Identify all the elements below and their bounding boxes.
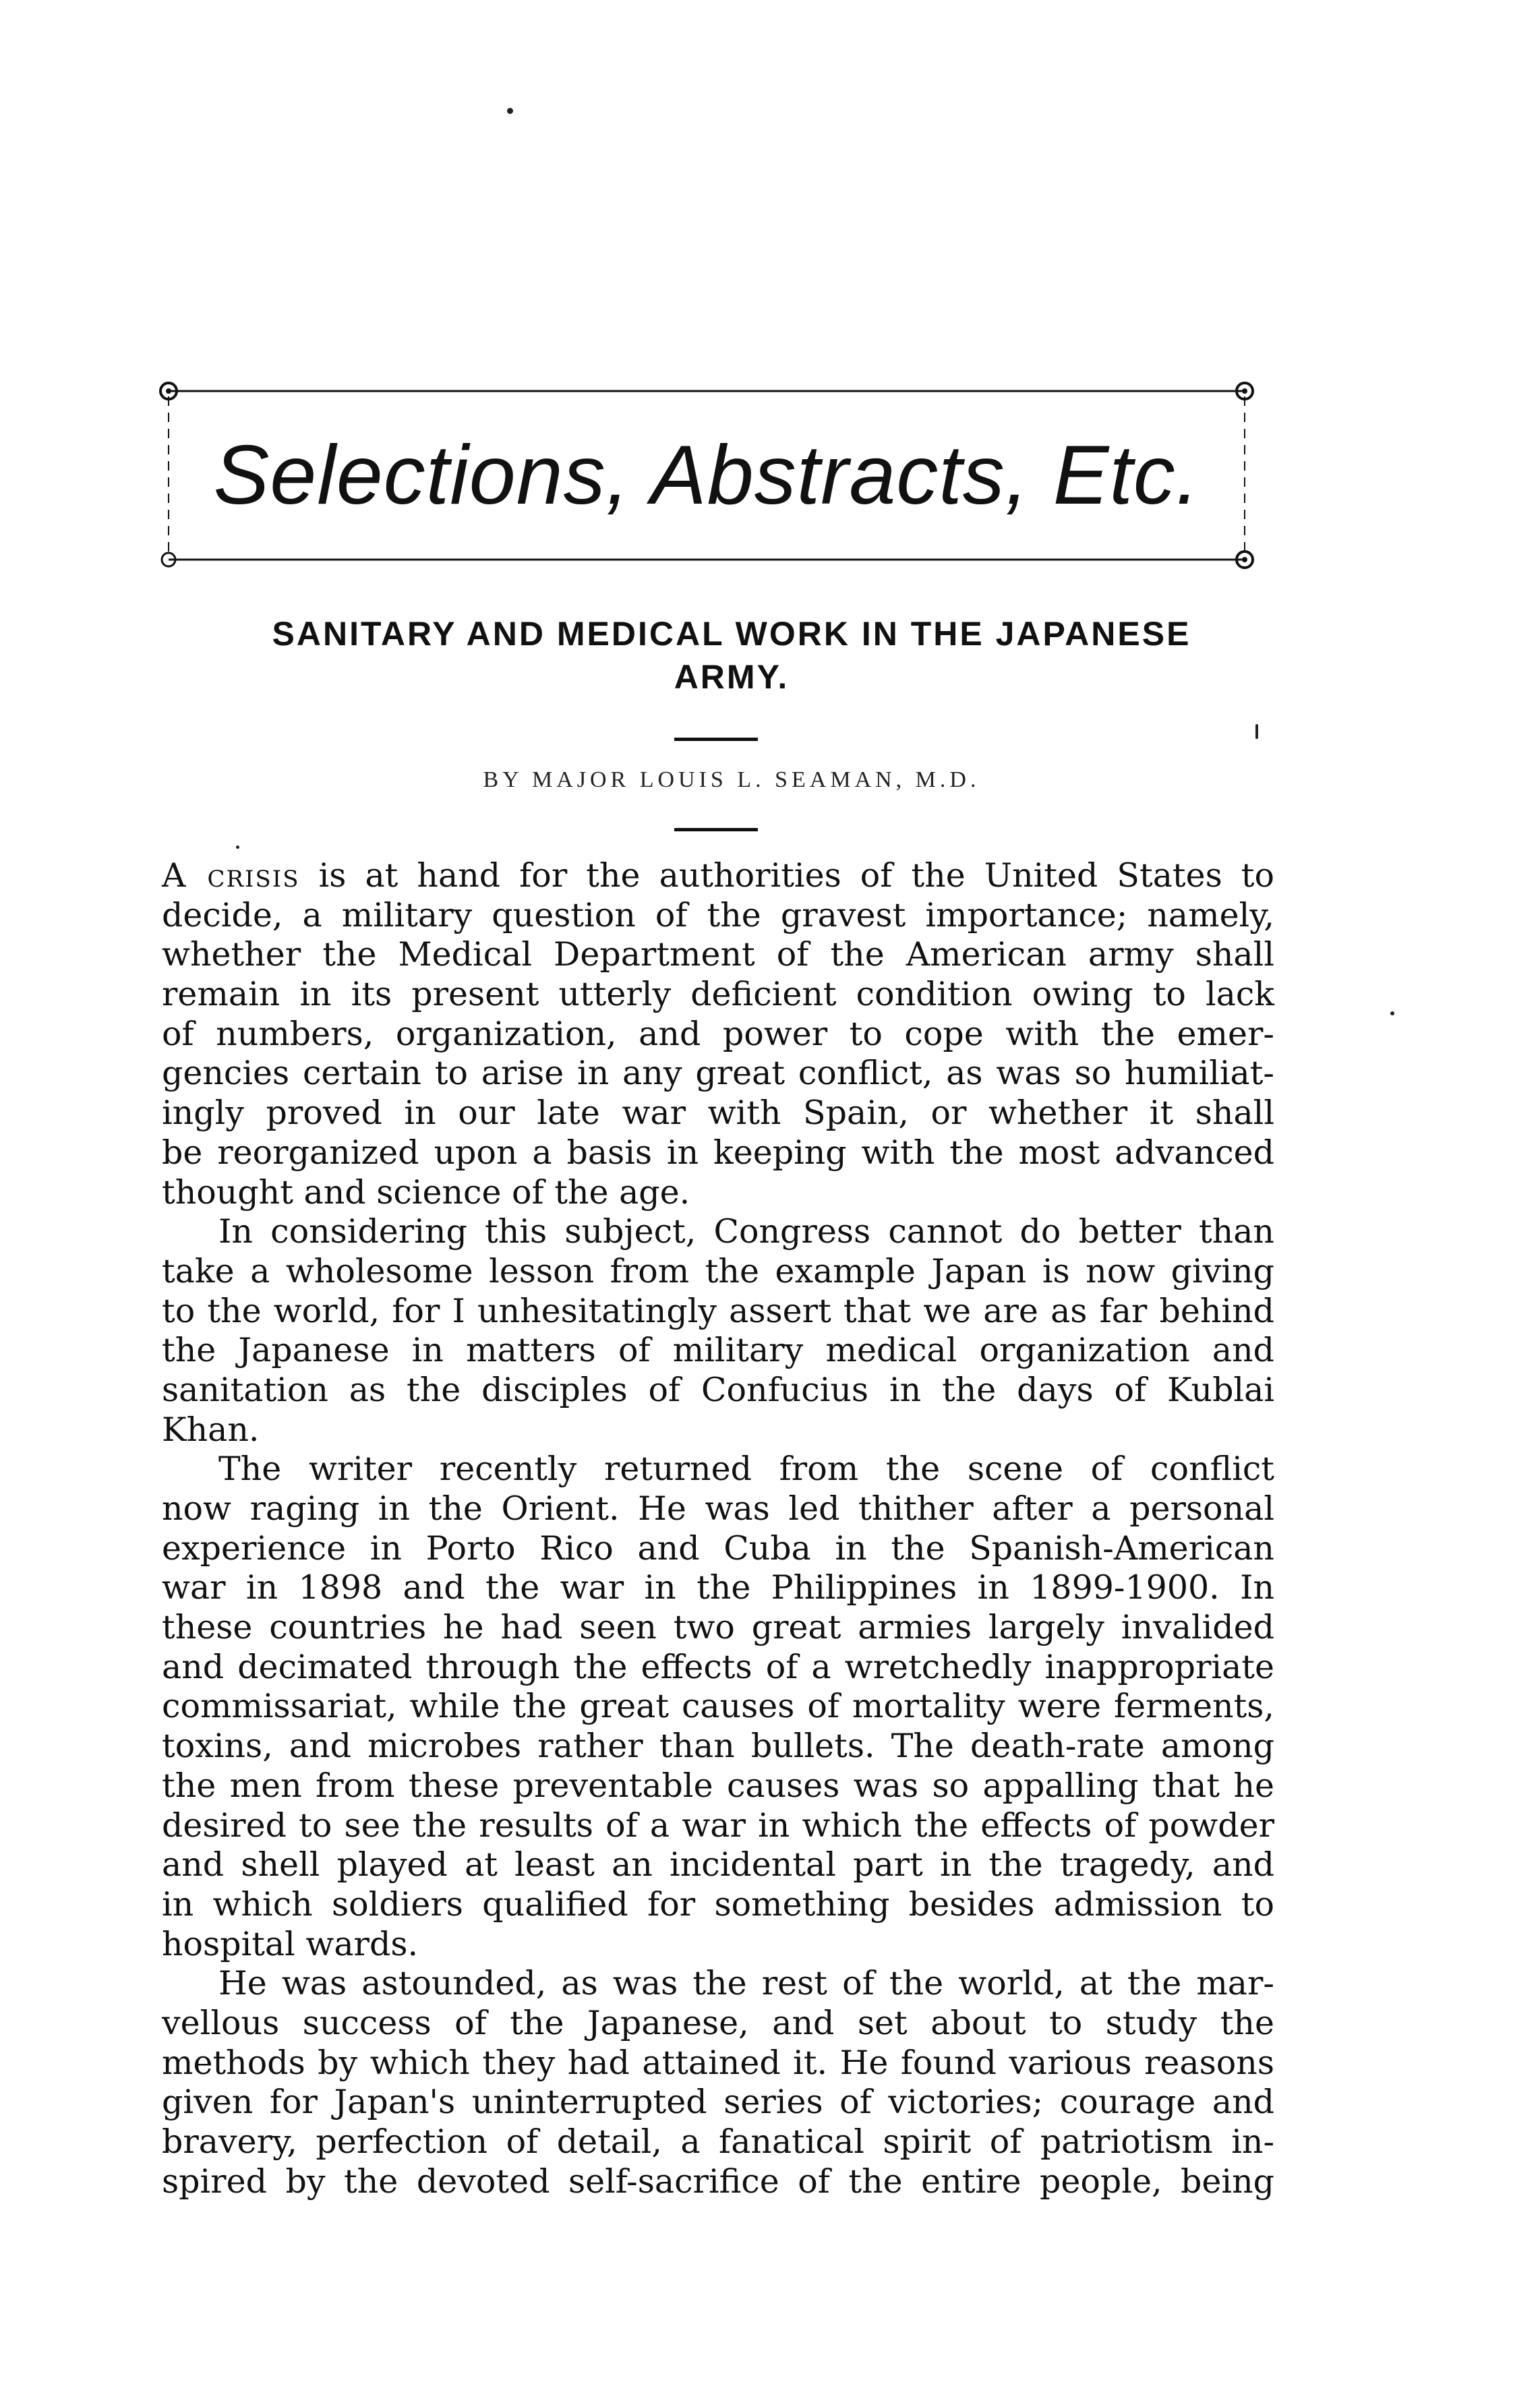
text-line: experience in Porto Rico and Cuba in the Spanish-American	[162, 1528, 1274, 1568]
text-line: methods by which they had attained it. He found various reasons	[162, 2043, 1274, 2082]
text-line: the men from these preventable causes was so appalling that he	[162, 1766, 1274, 1805]
text-line: In considering this subject, Congress cannot do better than	[218, 1212, 1274, 1251]
article-title	[169, 612, 1295, 699]
scan-speck	[1255, 724, 1258, 739]
article-byline: BY MAJOR LOUIS L. SEAMAN, M.D.	[483, 767, 980, 792]
text-line: to the world, for I unhesitatingly assert that we are as far behind	[162, 1291, 1274, 1330]
text-line: bravery, perfection of detail, a fanatical spirit of patriotism in-	[162, 2122, 1274, 2161]
text-line: The writer recently returned from the scene of conflict	[218, 1450, 1274, 1489]
text-line: take a wholesome lesson from the example Japan is now giving	[162, 1251, 1274, 1290]
scan-speck	[236, 845, 239, 849]
text-line: spired by the devoted self-sacrifice of the entire people, being	[162, 2162, 1274, 2201]
text-line: gencies certain to arise in any great conflict, as was so humiliat-	[162, 1054, 1274, 1093]
text-line: remain in its present utterly deficient condition owing to lack	[162, 975, 1274, 1014]
text-line: now raging in the Orient. He was led thither after a personal	[162, 1489, 1274, 1528]
text-line: and shell played at least an incidental part in the tragedy, and	[162, 1845, 1274, 1884]
byline-divider	[674, 828, 758, 831]
text-line: the Japanese in matters of military medical organization and	[162, 1331, 1274, 1370]
text-line: Khan.	[162, 1410, 260, 1449]
text-line: sanitation as the disciples of Confucius in the days of Kublai	[162, 1370, 1274, 1409]
opening-words: A crisis	[162, 856, 300, 895]
text-line: given for Japan's uninterrupted series of victories; courage and	[162, 2083, 1274, 2122]
article-title-line-1: SANITARY AND MEDICAL WORK IN THE JAPANESE	[272, 615, 1191, 653]
text-line: He was astounded, as was the rest of the world, at the mar-	[218, 1964, 1274, 2003]
text-line: hospital wards.	[162, 1924, 419, 1963]
text-line: thought and science of the age.	[162, 1172, 690, 1212]
text-line: ingly proved in our late war with Spain, or whether it shall	[162, 1094, 1274, 1133]
text-line: commissariat, while the great causes of mortality were ferments,	[162, 1687, 1274, 1726]
text-line: in which soldiers qualified for something besides admission to	[162, 1884, 1274, 1924]
text-line: toxins, and microbes rather than bullets. The death-rate among	[162, 1727, 1274, 1766]
text-line: whether the Medical Department of the American army shall	[162, 935, 1274, 974]
text-line: A crisis is at hand for the authorities of the United States to	[162, 856, 1274, 895]
scan-speck	[507, 108, 513, 114]
scan-speck	[1390, 1011, 1394, 1015]
text-line: be reorganized upon a basis in keeping with the most advanced	[162, 1133, 1274, 1172]
text-line: desired to see the results of a war in which the effects of powder	[162, 1806, 1274, 1845]
section-banner	[154, 376, 1260, 570]
title-divider	[674, 738, 758, 741]
text-line: of numbers, organization, and power to cope with the emer-	[162, 1014, 1274, 1053]
text-line: decide, a military question of the gravest importance; namely,	[162, 895, 1274, 934]
article-body	[162, 856, 1274, 2201]
article-title-line-2: ARMY.	[674, 658, 790, 696]
text-line: vellous success of the Japanese, and set about to study the	[162, 2003, 1274, 2042]
text-line: these countries he had seen two great armies largely invalided	[162, 1608, 1274, 1647]
section-banner-title: Selections, Abstracts, Etc.	[213, 429, 1200, 522]
text-line: war in 1898 and the war in the Philippines in 1899-1900. In	[162, 1568, 1274, 1607]
text-line: and decimated through the effects of a wretchedly inappropriate	[162, 1647, 1274, 1686]
